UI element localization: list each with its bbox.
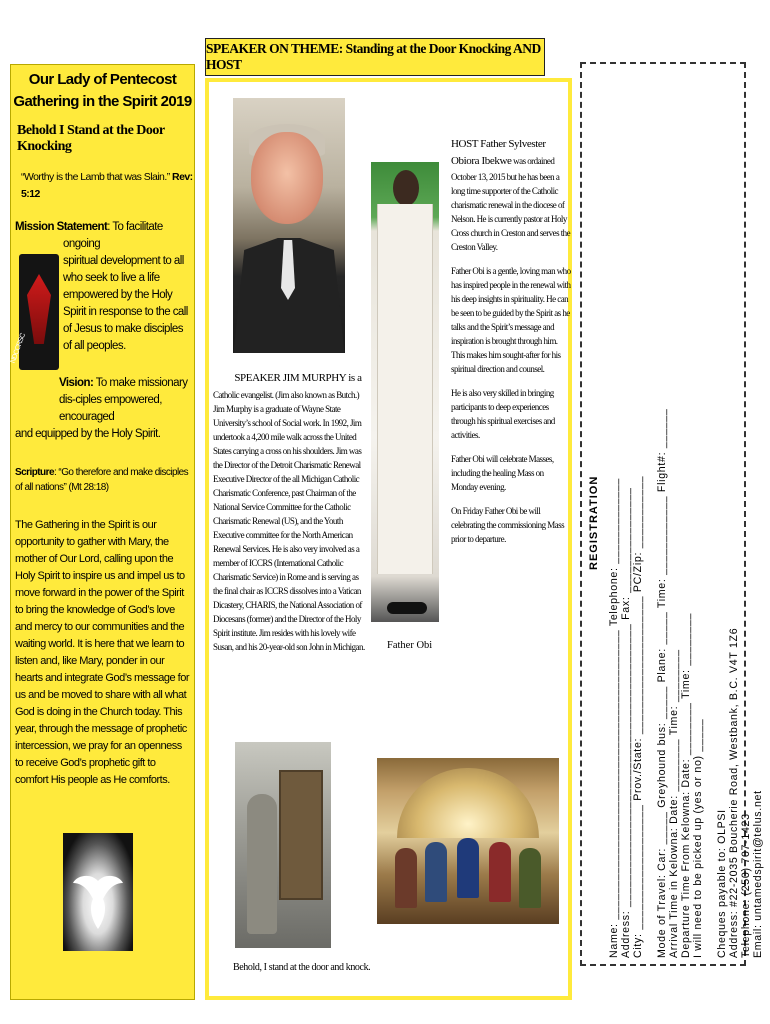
dove-image [63,833,133,951]
registration-address-field: Address: ___________________________________________ Fax: ________________ [620,487,632,958]
host-paragraph-5: On Friday Father Obi be will celebrating the commissioning Mass prior to departure. [451,506,565,544]
photo-face [251,132,323,224]
statue-at-door-image [235,742,331,948]
speaker-bio: Catholic evangelist. (Jim also known as Butch.) Jim Murphy is a graduate of Wayne State University’s school of Social work. In 1992, Jim undertook a 4,200 mile walk across the United States carrying a cross on his shoulders. Jim was the Director of the Detroit Charismatic Renewal Executive Director of the all Michigan Catholic Charismatic Conference, past Chairman of the National Service Committee for the Catholic Charismatic Renewal (US), and the Youth Executive committee for the North American Renewal Services. He is also very involved as a member of ICCRS (International Catholic Charismatic Service) in Rome and is serving as the final chair as ICCRS dissolves into a Vatican Dicastery, CHARIS, the National Association of Diocesans (former) and the Director of the Holy Spirit institute. Jim resides with his lovely wife Susan, and his 20-year-old son John in Michigan. [213,390,365,652]
registration-cheques-payable: Cheques payable to: OLPSI [716,809,728,958]
mission-label: Mission Statement [15,221,108,233]
mission-text-lead: : To facilitate ongoing [63,221,163,250]
host-paragraph-3: He is also very skilled in bringing participants to deep experiences through his spiritual exercises and activities. [451,388,555,440]
photo-door [279,770,323,900]
host-paragraph-4: Father Obi will celebrate Masses, including the healing Mass on Monday evening. [451,454,554,492]
scripture-label: Scripture [15,467,54,478]
painting-arch [397,768,539,838]
quote-reference: Rev: 5:12 [21,171,193,200]
event-title-line1: Our Lady of Pentecost [28,71,177,88]
host-title: HOST Father Sylvester Obiora Ibekwe [451,138,546,167]
registration-rotated [582,64,764,968]
logo-text: NDCCRSC [9,332,27,365]
speaker-host-section [205,78,572,1000]
mission-statement [9,219,190,443]
registration-title: REGISTRATION [588,475,600,570]
renewal-logo [9,254,59,370]
statue-caption: Behold, I stand at the door and knock. [233,962,371,973]
vision-statement: Vision: To make missionary dis-ciples empowered, encouraged [59,377,188,423]
painting-figure [489,842,511,902]
mission-text-rest: spiritual development to all who seek to live a life empowered by the Holy Spirit in response to the call of Jesus to make disciples of all peoples. [63,255,188,352]
scripture-text: : “Go therefore and make disciples of all nations” (Mt 28:18) [15,467,189,493]
left-panel [10,64,195,1000]
vision-text-end: and equipped by the Holy Spirit. [15,428,161,440]
registration-pickup-field: I will need to be picked up (yes or no) _____ [692,718,704,958]
event-title [11,69,194,113]
theme-quote [21,169,194,203]
father-obi-photo [371,162,439,622]
gathering-description: The Gathering in the Spirit is our opportunity to gather with Mary, the mother of Our Lord, calling upon the Holy Spirit to inspire us and impel us to move forward in the power of the Spirit to bring the knowledge of God’s love and mercy to our communities and the waiting world. It is here that we learn to listen and, like Mary, ponder in our hearts and integrate God’s message for us and be moved to share with all what God is doing in the Church today. This year, through the message of prophetic intercession, we pray for an openness to receive God’s prophetic gift to comfort His people as He comforts. [15,519,190,786]
painting-figure [425,842,447,902]
registration-arrival-field: Arrival Time in Kelowna: Date: ________ Time: ________ [668,649,680,958]
host-column [451,136,571,556]
registration-travel-mode-field: Mode of Travel: Car: _____ Greyhound bus: _____ Plane: _____ Time: ____________ Flight#: ______ [656,408,668,958]
registration-contact-email: Email: untamedspirit@telus.net [752,790,764,958]
host-paragraph-1: was ordained October 13, 2015 but he has been a long time supporter of the Catholic charismatic renewal in the diocese of Nelson. He is currently pastor at Holy Cross church in Creston and serves the Creston Valley. [451,156,571,252]
pentecost-painting-image [377,758,559,924]
painting-figure [395,848,417,908]
registration-contact-telephone: Telephone: (250) 707-1423 [740,813,752,958]
registration-mailing-address: Address: #22-2035 Boucherie Road, Westbank, B.C. V4T 1Z6 [728,627,740,958]
vision-label: Vision: [59,377,94,389]
jim-murphy-photo [233,98,345,353]
photo-head [393,170,419,206]
registration-name-field: Name: ____________________________________________ Telephone: _____________ [608,477,620,958]
dove-icon [71,873,125,933]
registration-form [580,62,764,966]
speaker-intro: SPEAKER JIM MURPHY is a [234,372,362,384]
painting-figure [457,838,479,898]
registration-city-field: City: ___________________ Prov./State: _____________________ PC/Zip: ___________ [632,475,644,958]
photo-robe [377,204,433,574]
father-obi-caption: Father Obi [387,640,433,651]
theme-heading: Behold I Stand at the Door Knocking [17,123,165,154]
scripture [15,465,190,495]
painting-figure [519,848,541,908]
registration-departure-field: Departure Time From Kelowna: Date: ________ Time: ________ [680,612,692,958]
flame-icon [27,274,51,344]
host-paragraph-2: Father Obi is a gentle, loving man who has inspired people in the renewal with his deep insights in spirituality. He can be seen to be guided by the Spirit as he talks and the Spirit’s message and inspiration is brought through him. This makes him sought-after for his spiritual direction and counsel. [451,266,571,374]
quote-text: “Worthy is the Lamb that was Slain.” [21,171,170,183]
photo-shoes [387,602,427,614]
photo-figure [247,794,277,934]
event-title-line2: Gathering in the Spirit 2019 [13,93,192,110]
speaker-theme-banner: SPEAKER ON THEME: Standing at the Door Knocking AND HOST [205,38,545,76]
